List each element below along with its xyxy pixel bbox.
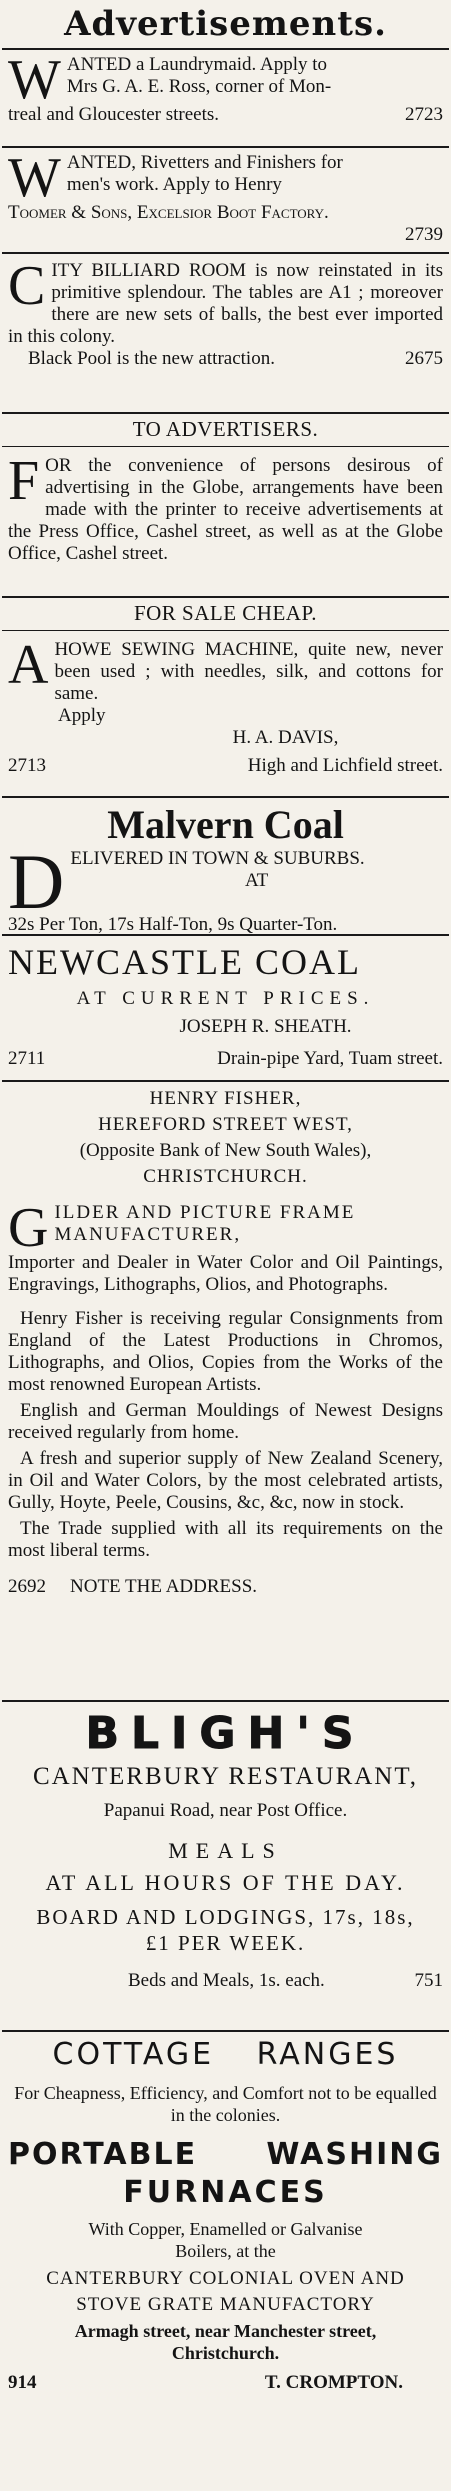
ad-number: 2739	[405, 224, 443, 245]
ad-line: Christchurch.	[171, 2343, 280, 2363]
ad-text: ITY BILLIARD ROOM is now reinstated in its primitive splendour. The tables are A1 ; moreover there are new sets of balls, the best ever imported in this colony.	[8, 260, 443, 347]
ad-title: WASHING	[266, 2137, 443, 2172]
ad-sewing-machine	[8, 602, 443, 790]
ad-newcastle-coal	[8, 940, 443, 1074]
ad-line: AT ALL HOURS OF THE DAY.	[45, 1870, 406, 1895]
ad-name: HENRY FISHER,	[149, 1088, 302, 1109]
ad-text: HOWE SEWING MACHINE, quite new, never been used ; with needles, silk, and cottons for same.	[54, 639, 443, 704]
drop-cap: W	[8, 147, 61, 209]
divider	[2, 146, 449, 148]
ad-laundrymaid	[8, 49, 443, 140]
ad-rivetters	[8, 147, 443, 248]
ad-line: STOVE GRATE MANUFACTORY	[76, 2294, 375, 2315]
ad-line: ILDER AND PICTURE FRAME	[54, 1202, 356, 1223]
ad-name: T. CROMPTON.	[264, 2372, 403, 2393]
divider	[2, 48, 449, 50]
ad-line: Mrs G. A. E. Ross, corner of Mon-	[66, 76, 332, 97]
drop-cap: F	[8, 450, 40, 512]
drop-cap: G	[8, 1197, 49, 1259]
ad-line: AT CURRENT PRICES.	[76, 988, 375, 1009]
ad-address: High and Lichfield street.	[247, 755, 443, 776]
drop-cap: W	[8, 49, 61, 111]
divider	[2, 446, 449, 447]
ad-line: men's work. Apply to Henry	[66, 174, 282, 195]
divider	[2, 596, 449, 598]
drop-cap: A	[8, 634, 49, 696]
ad-title: NEWCASTLE COAL	[8, 942, 361, 982]
ad-henry-fisher	[8, 1088, 443, 1694]
ad-line: treal and Gloucester streets.	[8, 104, 220, 125]
divider	[2, 412, 449, 414]
ad-paragraph: A fresh and superior supply of New Zealand Scenery, in Oil and Water Colors, by the most celebrated artists, Gully, Hoyte, Peele, Cousins, &c, &c, now in stock.	[8, 1448, 443, 1513]
divider	[2, 1700, 449, 1702]
ad-title: COTTAGE RANGES	[52, 2037, 399, 2072]
ad-title: Malvern Coal	[107, 802, 344, 847]
ad-to-advertisers	[8, 418, 443, 590]
divider	[2, 796, 449, 798]
ad-paragraph: English and German Mouldings of Newest Designs received regularly from home.	[8, 1400, 443, 1443]
ad-paragraph: Henry Fisher is receiving regular Consignments from England of the Latest Productions in Chromos, Lithographs, and Olios, Copies from the Works of the most renowned European Artists.	[8, 1308, 443, 1395]
ad-heading: FOR SALE CHEAP.	[133, 601, 318, 625]
ad-line: MEALS	[168, 1838, 283, 1863]
ad-cottage-ranges	[8, 2036, 443, 2486]
ad-line: £1 PER WEEK.	[145, 1931, 306, 1955]
ad-line: Toomer & Sons, Excelsior Boot Factory.	[8, 202, 329, 223]
ad-number: 2711	[8, 1048, 46, 1069]
ad-line: Papanui Road, near Post Office.	[103, 1800, 348, 1821]
divider	[2, 2030, 449, 2032]
ad-line: ANTED a Laundrymaid. Apply to	[66, 54, 328, 75]
ad-blighs-restaurant	[8, 1708, 443, 2024]
ad-billiard-room	[8, 255, 443, 410]
ad-heading: TO ADVERTISERS.	[132, 417, 319, 441]
divider	[2, 934, 449, 936]
advertisements-masthead: Advertisements.	[64, 4, 387, 44]
ad-title: FURNACES	[123, 2175, 328, 2210]
ad-line: NOTE THE ADDRESS.	[70, 1576, 258, 1597]
ad-text: OR the convenience of persons desirous of advertising in the Globe, arrangements have been made with the printer to receive advertisements at the Press Office, Cashel street, as well as at the Globe Office, Cashel street.	[8, 455, 443, 564]
ad-line: CHRISTCHURCH.	[143, 1166, 308, 1187]
ad-title: BLIGH'S	[85, 1708, 366, 1759]
ad-paragraph: For Cheapness, Efficiency, and Comfort not to be equalled in the colonies.	[14, 2083, 437, 2125]
ad-line: CANTERBURY RESTAURANT,	[32, 1763, 419, 1790]
ad-malvern-coal	[8, 802, 443, 935]
ad-number: 2692	[8, 1576, 46, 1597]
ad-line: CANTERBURY COLONIAL OVEN AND	[46, 2268, 405, 2289]
ad-line: ANTED, Rivetters and Finishers for	[66, 152, 343, 173]
ad-paragraph: The Trade supplied with all its requirements on the most liberal terms.	[8, 1518, 443, 1561]
divider	[2, 630, 449, 631]
ad-number: 914	[8, 2372, 37, 2393]
ad-title: PORTABLE	[8, 2137, 198, 2172]
ad-number: 2713	[8, 755, 46, 776]
ad-number: 751	[414, 1970, 443, 1991]
ad-line: With Copper, Enamelled or Galvanise Boilers, at the	[88, 2219, 363, 2261]
ad-line: MANUFACTURER,	[54, 1224, 242, 1245]
ad-line: ELIVERED IN TOWN & SUBURBS.	[70, 848, 365, 869]
ad-name: H. A. DAVIS,	[232, 727, 339, 748]
ad-paragraph: Importer and Dealer in Water Color and Oil Paintings, Engravings, Lithographs, Olios, and Photographs.	[8, 1252, 443, 1295]
ad-number: 2723	[405, 104, 443, 125]
ad-line: BOARD AND LODGINGS, 17s, 18s,	[36, 1905, 415, 1929]
drop-cap: C	[8, 255, 46, 317]
ad-line: Black Pool is the new attraction.	[28, 348, 275, 369]
ad-line: Beds and Meals, 1s. each.	[128, 1970, 325, 1991]
ad-address: Drain-pipe Yard, Tuam street.	[217, 1048, 443, 1069]
divider	[2, 252, 449, 254]
ad-line: AT	[245, 870, 269, 891]
ad-number: 2675	[405, 348, 443, 369]
ad-line: HEREFORD STREET WEST,	[98, 1114, 353, 1135]
ad-line: Armagh street, near Manchester street,	[74, 2321, 377, 2341]
ad-line: Apply	[58, 705, 106, 726]
drop-cap: D	[8, 838, 65, 925]
divider	[2, 1080, 449, 1082]
ad-line: (Opposite Bank of New South Wales),	[79, 1140, 372, 1161]
ad-prices: 32s Per Ton, 17s Half-Ton, 9s Quarter-Ton.	[8, 914, 338, 935]
ad-name: JOSEPH R. SHEATH.	[179, 1016, 352, 1037]
